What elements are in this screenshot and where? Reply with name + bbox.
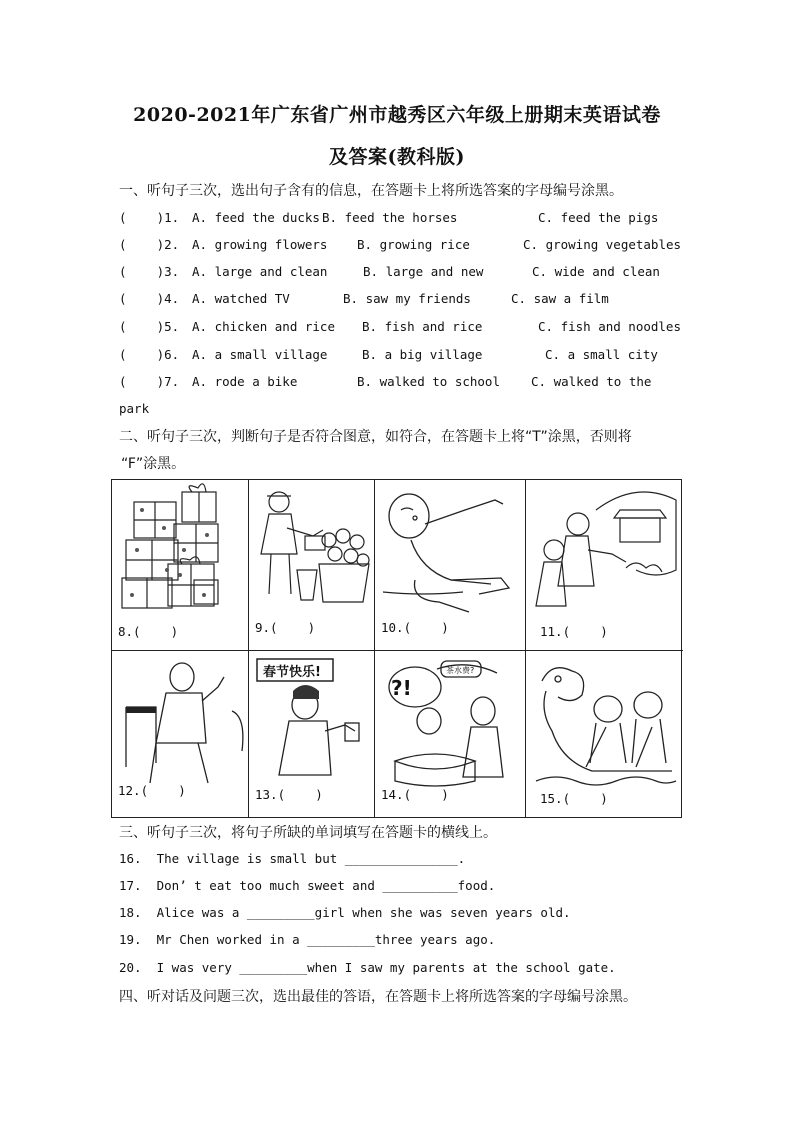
picture-grid	[111, 479, 682, 818]
question-label-13: 13.( )	[255, 787, 323, 802]
option-b: B. fish and rice	[362, 319, 483, 334]
question-label-10: 10.( )	[381, 620, 449, 635]
option-c: C. fish and noodles	[538, 319, 681, 334]
option-b: B. a big village	[362, 347, 483, 362]
section1-heading: 一、听句子三次，选出句子含有的信息，在答题卡上将所选答案的字母编号涂黑。	[119, 183, 623, 199]
question-row	[119, 374, 679, 394]
question-number: ( )7.	[119, 374, 180, 389]
picture-cell-8	[112, 480, 249, 651]
option-b: B. large and new	[363, 264, 484, 279]
option-b: B. feed the horses	[322, 210, 458, 225]
question-label-12: 12.( )	[118, 783, 186, 798]
question-label-11: 11.( )	[540, 624, 608, 639]
option-c: C. walked to the	[531, 374, 652, 389]
question-row	[119, 237, 682, 257]
option-c: C. wide and clean	[532, 264, 660, 279]
tea-fee-bubble: 茶水费?	[446, 666, 475, 675]
fill-blank-20: 20. I was very _________when I saw my parents at the school gate.	[119, 960, 616, 975]
picture-cell-13	[249, 651, 375, 817]
fill-blank-16: 16. The village is small but _______________.	[119, 851, 466, 866]
section2-heading-2: “F”涂黑。	[121, 456, 186, 472]
section2-heading-1: 二、听句子三次，判断句子是否符合图意，如符合，在答题卡上将“T”涂黑，否则将	[119, 429, 632, 445]
picture-cell-14	[375, 651, 526, 817]
option-b: B. walked to school	[357, 374, 500, 389]
svg-text:?!: ?!	[391, 676, 412, 700]
question-row	[119, 264, 679, 284]
question-number: ( )1.	[119, 210, 180, 225]
question-label-14: 14.( )	[381, 787, 449, 802]
option-c: C. saw a film	[511, 291, 609, 306]
question-row	[119, 319, 679, 339]
option-a: A. rode a bike	[192, 374, 298, 389]
option-a: A. feed the ducks	[192, 210, 320, 225]
option-c: C. a small city	[545, 347, 658, 362]
option-a: A. watched TV	[192, 291, 290, 306]
title-line-1: 2020-2021年广东省广州市越秀区六年级上册期末英语试卷	[133, 104, 661, 126]
question-number: ( )5.	[119, 319, 180, 334]
option-b: B. saw my friends	[343, 291, 471, 306]
question-label-15: 15.( )	[540, 791, 608, 806]
question-label-8: 8.( )	[118, 624, 179, 639]
fill-blank-17: 17. Don’ t eat too much sweet and __________food.	[119, 878, 496, 893]
question-row	[119, 291, 679, 311]
option-c: C. growing vegetables	[523, 237, 682, 252]
question-number: ( )6.	[119, 347, 180, 362]
fill-blank-19: 19. Mr Chen worked in a _________three years ago.	[119, 932, 496, 947]
fill-blank-18: 18. Alice was a _________girl when she was seven years old.	[119, 905, 571, 920]
q7-wrap: park	[119, 401, 150, 416]
section3-heading: 三、听句子三次，将句子所缺的单词填写在答题卡的横线上。	[119, 825, 497, 841]
question-row	[119, 347, 679, 367]
option-b: B. growing rice	[357, 237, 470, 252]
spring-festival-sign: 春节快乐!	[263, 665, 321, 680]
question-number: ( )4.	[119, 291, 180, 306]
question-number: ( )3.	[119, 264, 180, 279]
option-a: A. growing flowers	[192, 237, 328, 252]
picture-cell-11	[526, 480, 683, 651]
option-a: A. a small village	[192, 347, 328, 362]
section4-heading: 四、听对话及问题三次，选出最佳的答语，在答题卡上将所选答案的字母编号涂黑。	[119, 989, 637, 1005]
picture-cell-10	[375, 480, 526, 651]
option-a: A. chicken and rice	[192, 319, 335, 334]
picture-cell-9	[249, 480, 375, 651]
option-c: C. feed the pigs	[538, 210, 659, 225]
picture-cell-15	[526, 651, 683, 817]
question-label-9: 9.( )	[255, 620, 316, 635]
question-row	[119, 210, 679, 230]
title-line-2: 及答案(教科版)	[329, 146, 465, 168]
option-a: A. large and clean	[192, 264, 328, 279]
picture-cell-12	[112, 651, 249, 817]
question-number: ( )2.	[119, 237, 180, 252]
